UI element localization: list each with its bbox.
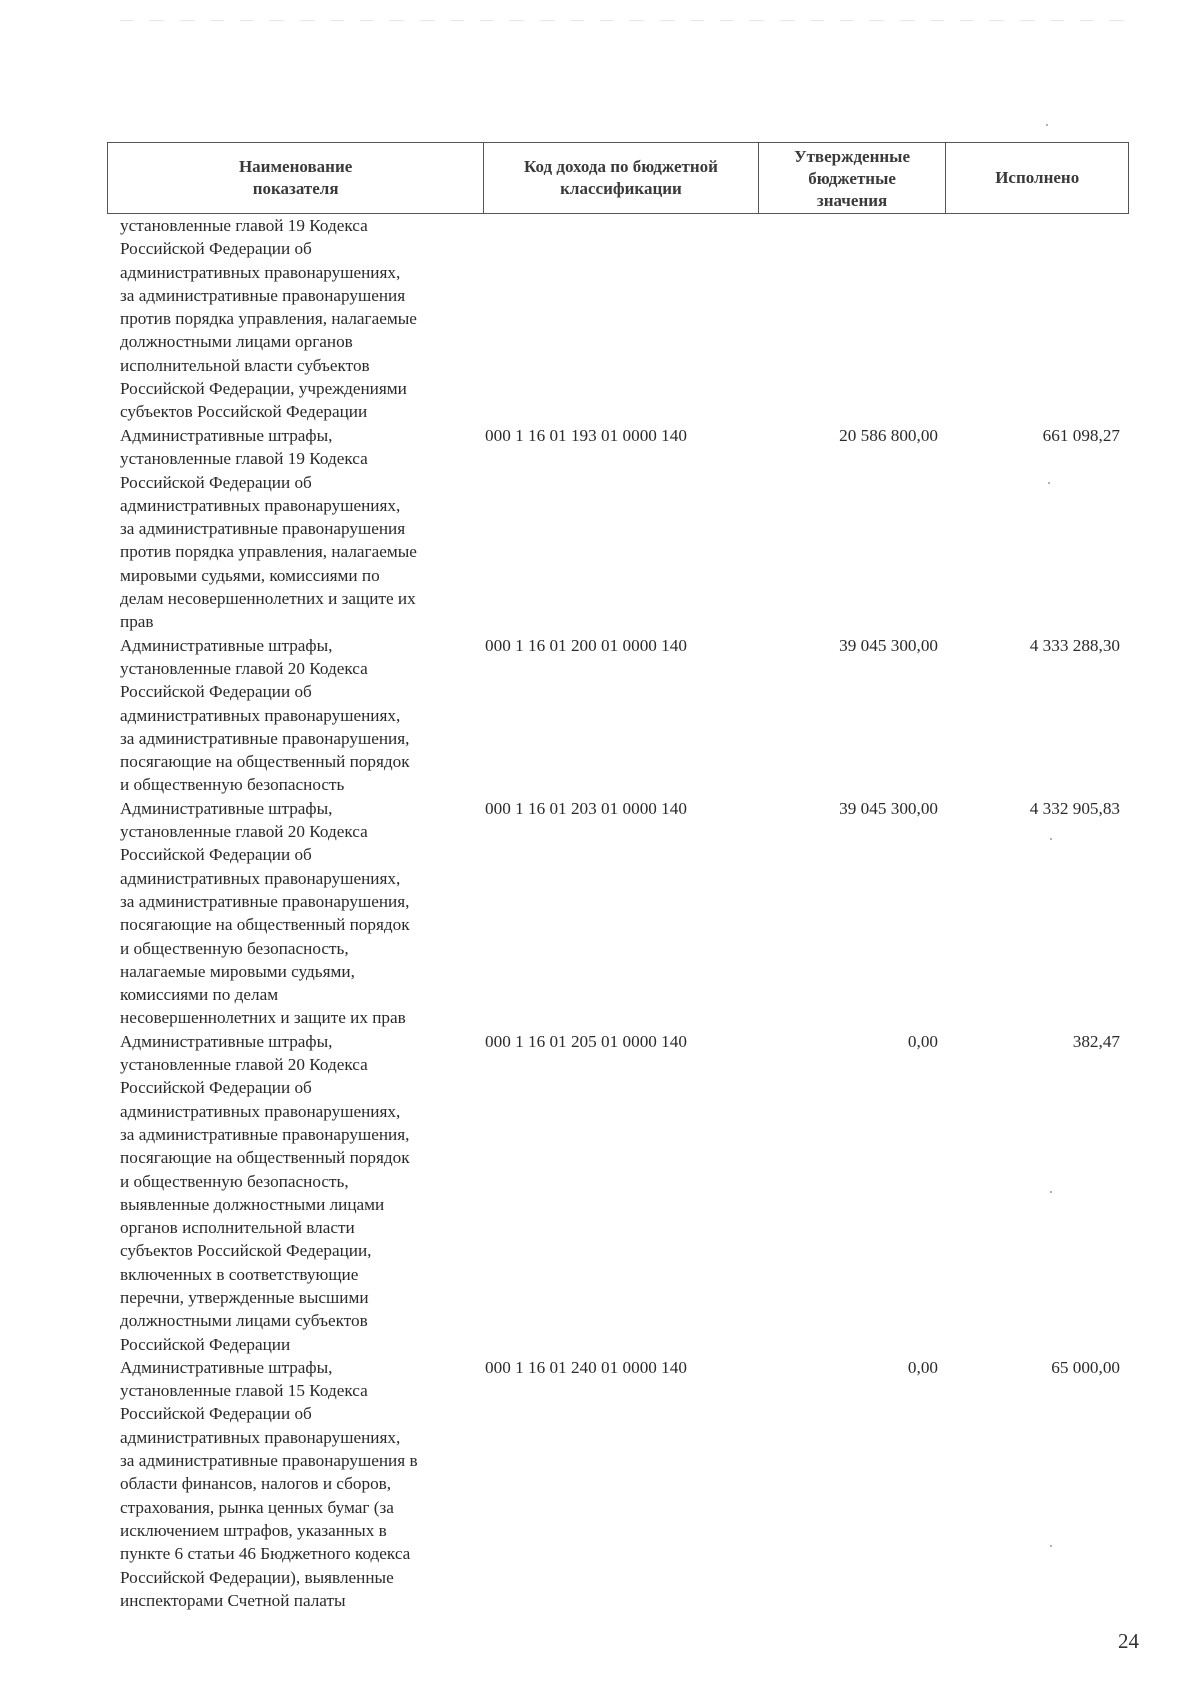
header-done-label: Исполнено [995, 168, 1080, 187]
row-done: 4 333 288,30 [1029, 635, 1120, 655]
row-code: 000 1 16 01 200 01 0000 140 [485, 635, 687, 655]
table-row [120, 797, 1120, 1030]
table-header [107, 142, 1129, 214]
row-plan: 0,00 [907, 1031, 938, 1051]
table-row [120, 424, 1120, 634]
row-code: 000 1 16 01 240 01 0000 140 [485, 1357, 687, 1377]
table-row [120, 1030, 1120, 1356]
page-number: 24 [1118, 1629, 1139, 1653]
header-code-column [484, 143, 758, 213]
row-plan: 39 045 300,00 [839, 798, 938, 818]
row-code: 000 1 16 01 205 01 0000 140 [485, 1031, 687, 1051]
row-name: установленные главой 19 Кодекса Российской Федерации об административных правонарушениях, за административные правонарушения против порядка управления, налагаемые должностными лицами органов исполнительной власти субъектов Российской Федерации, учреждениями субъектов Российской Федерации [120, 216, 417, 422]
table-row [120, 214, 1120, 424]
header-plan-label: Утвержденные бюджетные значения [794, 147, 910, 210]
header-plan-column [759, 143, 947, 213]
row-done: 4 332 905,83 [1029, 798, 1120, 818]
row-code: 000 1 16 01 193 01 0000 140 [485, 426, 687, 445]
row-plan: 0,00 [907, 1357, 938, 1377]
row-name: Административные штрафы, установленные главой 19 Кодекса Российской Федерации об административных правонарушениях, за административные правонарушения против порядка управления, налагаемые мировыми судьями, комиссиями по делам несовершеннолетних и защите их прав [120, 426, 417, 632]
row-name: Административные штрафы, установленные главой 20 Кодекса Российской Федерации об административных правонарушениях, за административные правонарушения, посягающие на общественный порядок и общественную безопасность, выявленные должностными лицами органов исполнительной власти субъектов Российской Федерации, включенных в соответствующие перечни, утвержденные высшими должностными лицами субъектов Российской Федерации [120, 1031, 410, 1354]
row-name: Административные штрафы, установленные главой 20 Кодекса Российской Федерации об административных правонарушениях, за административные правонарушения, посягающие на общественный порядок и общественную безопасность, налагаемые мировыми судьями, комиссиями по делам несовершеннолетних и защите их прав [120, 798, 410, 1028]
scan-speck [1050, 1191, 1052, 1193]
scan-speck [1050, 1545, 1052, 1547]
row-plan: 39 045 300,00 [839, 635, 938, 655]
header-name-column [108, 143, 484, 213]
table-row [120, 1356, 1120, 1612]
scan-artifact-line [120, 20, 1140, 21]
scan-speck [1046, 124, 1048, 126]
header-done-column [946, 143, 1128, 213]
scan-speck [1048, 482, 1050, 484]
row-done: 382,47 [1072, 1031, 1120, 1051]
row-name: Административные штрафы, установленные главой 15 Кодекса Российской Федерации об административных правонарушениях, за административные правонарушения в области финансов, налогов и сборов, страхования, рынка ценных бумаг (за исключением штрафов, указанных в пункте 6 статьи 46 Бюджетного кодекса Российской Федерации), выявленные инспекторами Счетной палаты [120, 1357, 418, 1610]
row-code: 000 1 16 01 203 01 0000 140 [485, 798, 687, 818]
row-plan: 20 586 800,00 [839, 426, 938, 445]
row-done: 661 098,27 [1042, 426, 1120, 445]
table-row [120, 634, 1120, 797]
row-done: 65 000,00 [1051, 1357, 1120, 1377]
scan-speck [1050, 838, 1052, 840]
row-name: Административные штрафы, установленные главой 20 Кодекса Российской Федерации об административных правонарушениях, за административные правонарушения, посягающие на общественный порядок и общественную безопасность [120, 635, 410, 795]
table-body [120, 214, 1120, 1612]
header-name-label: Наименование показателя [238, 157, 353, 198]
header-code-label: Код дохода по бюджетной классификации [524, 157, 718, 198]
